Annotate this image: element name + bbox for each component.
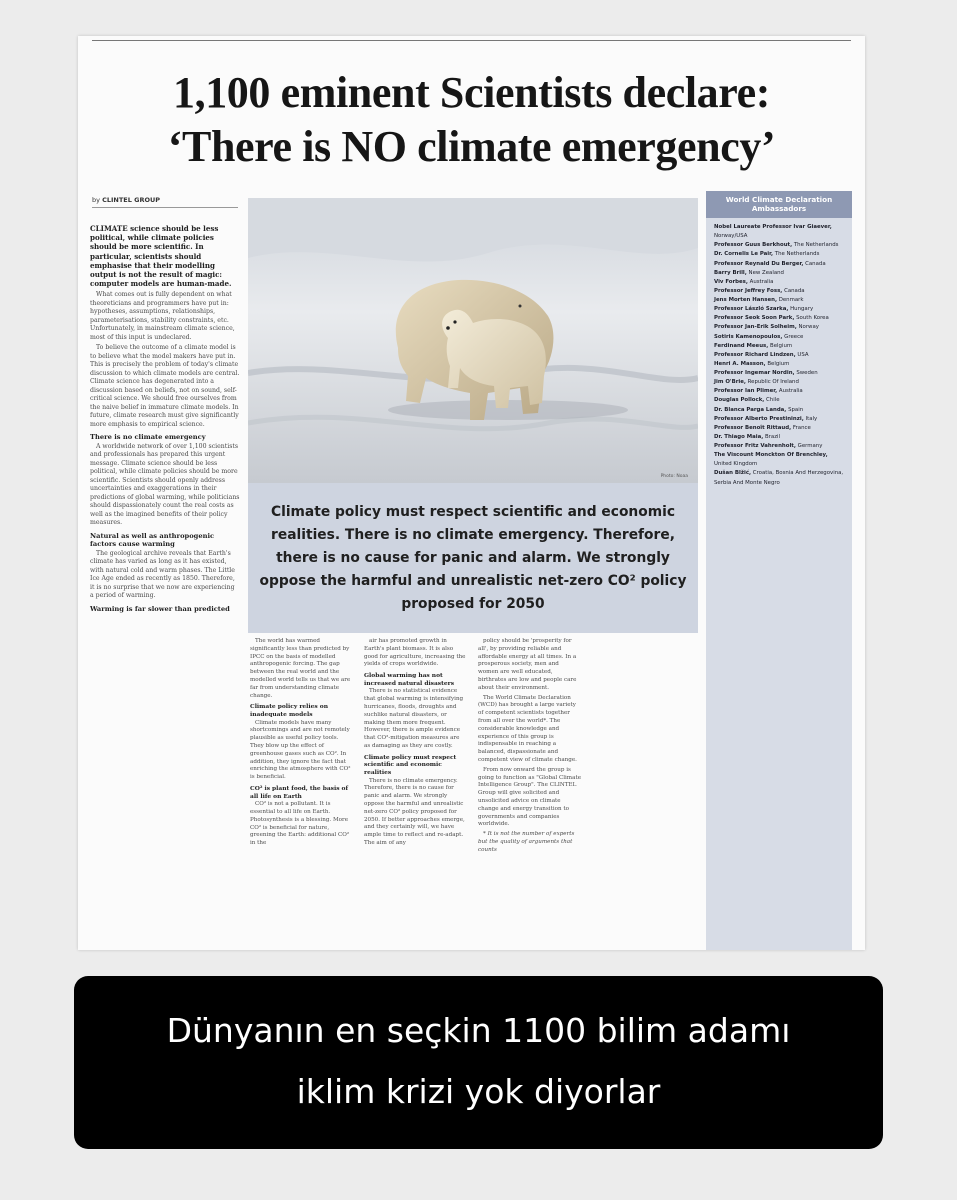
left-column bbox=[90, 224, 240, 614]
newspaper-clipping bbox=[78, 36, 865, 950]
subheading: Global warming has not increased natural disasters bbox=[364, 672, 455, 687]
ambassador-name: Barry Brill, bbox=[714, 269, 747, 276]
ambassador-country: Australia bbox=[749, 278, 774, 285]
pull-quote: Climate policy must respect scientific and economic realities. There is no climate emergency. Therefore, there is no cause for panic and alarm. We strongly oppose the harmful and unrealistic net-zero CO² policy proposed for 2050 bbox=[259, 503, 687, 612]
ambassador-country: Denmark bbox=[778, 297, 804, 303]
ambassador-country: Republic Of Ireland bbox=[747, 379, 799, 386]
top-rule bbox=[92, 40, 851, 41]
ambassador-entry bbox=[714, 305, 846, 314]
ambassador-country: Belgium bbox=[770, 342, 793, 349]
ambassador-entry bbox=[714, 424, 846, 433]
ambassador-country: The Netherlands bbox=[774, 251, 820, 258]
ambassador-country: Australia bbox=[778, 388, 803, 395]
ambassador-country: The Netherlands bbox=[793, 242, 839, 249]
ambassador-entry bbox=[714, 387, 846, 396]
ambassador-name: Professor Reynald Du Berger, bbox=[714, 260, 804, 267]
sidebar-title: World Climate Declaration Ambassadors bbox=[706, 191, 852, 218]
body-column-1 bbox=[250, 638, 353, 850]
ambassador-entry bbox=[714, 342, 846, 351]
caption-line-2: iklim krizi yok diyorlar bbox=[296, 1072, 661, 1111]
ambassador-entry bbox=[714, 269, 846, 278]
ambassador-name: Professor László Szarka, bbox=[714, 306, 789, 313]
ambassador-entry bbox=[714, 333, 846, 342]
ambassador-country: Norway bbox=[798, 324, 819, 331]
ambassador-entry bbox=[714, 287, 846, 296]
ambassador-name: Professor Jeffrey Foss, bbox=[714, 287, 783, 294]
ambassadors-sidebar bbox=[706, 191, 852, 950]
ambassador-name: Professor Fritz Vahrenholt, bbox=[714, 443, 796, 449]
body-column-3 bbox=[478, 638, 581, 857]
ambassador-entry bbox=[714, 323, 846, 332]
byline bbox=[92, 196, 160, 204]
byline-author: CLINTEL GROUP bbox=[102, 196, 161, 204]
ambassador-country: Canada bbox=[784, 287, 805, 294]
subheading: There is no climate emergency bbox=[90, 433, 206, 442]
ambassador-country: Greece bbox=[784, 333, 804, 340]
ambassador-name: Henri A. Masson, bbox=[714, 360, 766, 367]
ambassador-name: The Viscount Monckton Of Brenchley, bbox=[714, 452, 828, 459]
ambassador-entry bbox=[714, 223, 846, 241]
ambassador-country: Croatia, Bosnia And Herzegovina, Serbia And Monte Negro bbox=[714, 470, 844, 486]
ambassador-country: New Zealand bbox=[748, 269, 784, 276]
ambassador-name: Professor Richard Lindzen, bbox=[714, 351, 796, 358]
ambassador-country: Brazil bbox=[764, 433, 781, 440]
lead-paragraph: CLIMATE science should be less political, while climate policies should be more scientific. In particular, scientists should emphasise that their modelling output is not the result of magic: computer models are human-made. bbox=[90, 224, 232, 289]
ambassador-entry bbox=[714, 378, 846, 387]
body-columns bbox=[248, 638, 698, 938]
ambassador-name: Professor Alberto Prestininzi, bbox=[714, 415, 804, 422]
subheading: CO² is plant food, the basis of all life on Earth bbox=[250, 784, 349, 800]
ambassador-country: Spain bbox=[788, 406, 804, 413]
ambassador-name: Douglas Pollock, bbox=[714, 397, 765, 404]
ambassador-name: Jens Morten Hansen, bbox=[714, 297, 777, 303]
ambassador-country: South Korea bbox=[796, 315, 829, 322]
ambassador-country: France bbox=[792, 424, 811, 431]
body-paragraph: Climate models have many shortcomings and are not remotely plausible as useful policy tools. They blow up the effect of greenhouse gases such as CO². In addition, they ignore the fact that enriching the atmosphere with CO² is beneficial. bbox=[250, 719, 351, 781]
ambassador-name: Professor Seok Soon Park, bbox=[714, 315, 795, 322]
subheading: Natural as well as anthropogenic factors cause warming bbox=[90, 531, 215, 549]
subheading: Climate policy must respect scientific and economic realities bbox=[364, 753, 457, 776]
ambassador-name: Viv Forbes, bbox=[714, 278, 748, 285]
body-paragraph: CO² is not a pollutant. It is essential to all life on Earth. Photosynthesis is a blessing. More CO² is beneficial for nature, greening the Earth: additional CO² in the bbox=[250, 801, 350, 847]
ambassador-entry bbox=[714, 360, 846, 369]
ambassador-name: Professor Guus Berkhout, bbox=[714, 242, 793, 249]
ambassador-entry bbox=[714, 250, 846, 259]
body-paragraph: The world has warmed significantly less than predicted by IPCC on the basis of modelled anthropogenic forcing. The gap between the real world and the modelled world tells us that we are far from understanding climate change. bbox=[250, 638, 351, 699]
byline-rule bbox=[92, 207, 238, 208]
body-paragraph: The World Climate Declaration (WCD) has brought a large variety of competent scientists together from all over the world*. The considerable knowledge and experience of this group is indispensable in reaching a balanced, dispassionate and competent view of climate change. bbox=[478, 694, 577, 763]
byline-prefix: by bbox=[92, 196, 100, 204]
ambassador-country: Belgium bbox=[767, 360, 790, 367]
caption-text bbox=[74, 1000, 883, 1122]
ambassador-name: Sotiris Kamenopoulos, bbox=[714, 333, 783, 340]
body-paragraph: There is no climate emergency. Therefore, there is no cause for panic and alarm. We strongly oppose the harmful and unrealistic net-zero CO² policy proposed for 2050. If better approaches emerge, and they certainly will, we have ample time to reflect and re-adapt. The aim of any bbox=[364, 777, 465, 846]
ambassador-name: Ferdinand Meeus, bbox=[714, 342, 769, 349]
ambassador-name: Professor Ian Plimer, bbox=[714, 388, 778, 395]
ambassador-entry bbox=[714, 433, 846, 442]
ambassador-entry bbox=[714, 369, 846, 378]
ambassador-country: USA bbox=[797, 351, 809, 358]
subheading: Climate policy relies on inadequate models bbox=[250, 703, 328, 718]
polar-bear-photo bbox=[248, 198, 698, 483]
ambassador-name: Professor Jan-Erik Solheim, bbox=[714, 324, 797, 331]
ambassador-country: Sweden bbox=[796, 370, 818, 376]
ambassador-entry bbox=[714, 406, 846, 415]
ambassador-entry bbox=[714, 469, 846, 487]
ambassador-entry bbox=[714, 296, 846, 305]
ambassador-entry bbox=[714, 351, 846, 360]
headline-line-2: ‘There is NO climate emergency’ bbox=[167, 122, 776, 171]
ambassador-entry bbox=[714, 260, 846, 269]
ambassador-country: Chile bbox=[766, 397, 780, 404]
ambassador-entry bbox=[714, 415, 846, 424]
body-paragraph: There is no statistical evidence that global warming is intensifying hurricanes, floods, droughts and suchlike natural disasters, or making them more frequent. However, there is ample evidence that CO²-mitigation measures are as damaging as they are costly. bbox=[364, 688, 464, 749]
ambassador-name: Nobel Laureate Professor Ivar Giaever, bbox=[714, 224, 832, 230]
ambassador-country: Italy bbox=[805, 415, 818, 422]
ambassador-entry bbox=[714, 278, 846, 287]
ambassador-entry bbox=[714, 241, 846, 250]
ambassador-entry bbox=[714, 314, 846, 323]
ambassador-list bbox=[706, 218, 852, 488]
body-paragraph: From now onward the group is going to function as "Global Climate Intelligence Group". The CLINTEL Group will give solicited and unsolicited advice on climate change and energy transition to governments and companies worldwide. bbox=[478, 766, 582, 828]
body-paragraph: What comes out is fully dependent on what theoreticians and programmers have put in: hypotheses, assumptions, relationships, parameterisations, stability constraints, etc. Unfortunately, in mainstream climate science, most of this input is undeclared. bbox=[90, 291, 235, 341]
body-paragraph: To believe the outcome of a climate model is to believe what the model makers have put in. This is precisely the problem of today's climate discussion to which climate models are central. Climate science has degenerated into a discussion based on beliefs, not on sound, self-critical science. We should free ourselves from the naive belief in immature climate models. In future, climate research must give significantly more emphasis to empirical science. bbox=[90, 344, 240, 428]
ambassador-name: Dr. Blanca Parga Landa, bbox=[714, 406, 787, 413]
ambassador-country: United Kingdom bbox=[714, 461, 758, 468]
photo-credit: Photo: Noaa bbox=[660, 474, 688, 479]
caption-overlay bbox=[74, 976, 883, 1149]
ambassador-entry bbox=[714, 451, 846, 469]
subheading: Warming is far slower than predicted bbox=[90, 604, 230, 613]
ambassador-name: Dr. Cornelis Le Pair, bbox=[714, 251, 774, 258]
body-paragraph: air has promoted growth in Earth's plant biomass. It is also good for agriculture, increasing the yields of crops worldwide. bbox=[364, 638, 466, 668]
ambassador-name: Dr. Thiago Maia, bbox=[714, 433, 764, 440]
body-paragraph: A worldwide network of over 1,100 scientists and professionals has prepared this urgent message. Climate science should be less political, while climate policies should be more scientific. Scientists should openly address uncertainties and exaggerations in their predictions of global warming, while politicians should dispassionately count the real costs as well as the imagined benefits of their policy measures. bbox=[90, 442, 240, 527]
ambassador-country: Germany bbox=[797, 443, 823, 449]
polar-bear-illustration bbox=[248, 198, 698, 483]
headline-line-1: 1,100 eminent Scientists declare: bbox=[173, 68, 770, 117]
ambassador-name: Professor Benoît Rittaud, bbox=[714, 424, 792, 431]
ambassador-name: Jim O'Brie, bbox=[714, 379, 746, 386]
ambassador-country: Hungary bbox=[790, 306, 814, 313]
ambassador-country: Canada bbox=[805, 260, 826, 267]
body-paragraph: policy should be 'prosperity for all', by providing reliable and affordable energy at all times. In a prosperous society, men and women are well educated, birthrates are low and people care about their environment. bbox=[478, 638, 577, 691]
ambassador-name: Professor Ingemar Nordin, bbox=[714, 370, 795, 376]
body-paragraph: The geological archive reveals that Earth's climate has varied as long as it has existed, with natural cold and warm phases. The Little Ice Age ended as recently as 1850. Therefore, it is no surprise that we now are experiencing a period of warming. bbox=[90, 549, 235, 600]
footnote: * It is not the number of experts but the quality of arguments that counts bbox=[478, 831, 575, 853]
headline bbox=[88, 66, 855, 174]
ambassador-country: Norway/USA bbox=[714, 233, 748, 240]
ambassador-entry bbox=[714, 396, 846, 405]
body-column-2 bbox=[364, 638, 467, 850]
ambassador-name: Dušan Blžić, bbox=[714, 470, 752, 477]
caption-line-1: Dünyanın en seçkin 1100 bilim adamı bbox=[166, 1011, 791, 1050]
ambassador-entry bbox=[714, 442, 846, 451]
pull-quote-box bbox=[248, 483, 698, 633]
